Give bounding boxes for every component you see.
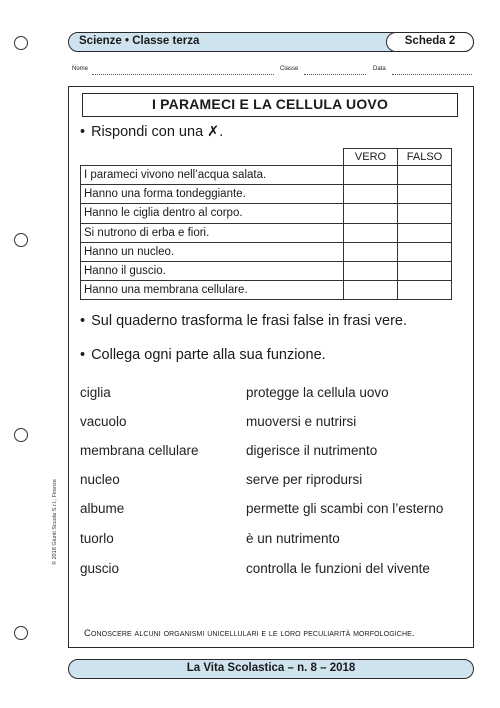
worksheet-title: I PARAMECI E LA CELLULA UOVO bbox=[82, 93, 458, 117]
vero-checkbox[interactable] bbox=[344, 223, 398, 242]
part-item[interactable]: tuorlo bbox=[80, 531, 114, 546]
part-item[interactable]: albume bbox=[80, 501, 125, 516]
function-item[interactable]: è un nutrimento bbox=[246, 531, 340, 546]
copyright-text: © 2018 Giunti Scuola S.r.l., Firenze bbox=[52, 479, 58, 565]
falso-checkbox[interactable] bbox=[398, 261, 452, 280]
statement: I parameci vivono nell’acqua salata. bbox=[81, 166, 344, 185]
function-item[interactable]: digerisce il nutrimento bbox=[246, 443, 378, 458]
part-item[interactable]: guscio bbox=[80, 561, 120, 576]
bullet-icon: • bbox=[80, 313, 86, 329]
falso-checkbox[interactable] bbox=[398, 204, 452, 223]
falso-checkbox[interactable] bbox=[398, 281, 452, 300]
vero-checkbox[interactable] bbox=[344, 204, 398, 223]
name-field[interactable] bbox=[92, 74, 274, 75]
falso-checkbox[interactable] bbox=[398, 166, 452, 185]
part-item[interactable]: ciglia bbox=[80, 385, 111, 400]
function-item[interactable]: controlla le funzioni del vivente bbox=[246, 561, 430, 576]
falso-checkbox[interactable] bbox=[398, 185, 452, 204]
name-label: Nome bbox=[72, 66, 89, 72]
function-item[interactable]: permette gli scambi con l’esterno bbox=[246, 501, 444, 516]
header-bar bbox=[68, 32, 474, 52]
vero-checkbox[interactable] bbox=[344, 281, 398, 300]
binder-hole-4 bbox=[14, 626, 28, 640]
bullet-icon: • bbox=[80, 347, 86, 363]
header-falso: FALSO bbox=[398, 149, 452, 166]
statement: Hanno il guscio. bbox=[81, 261, 344, 280]
bullet-icon: • bbox=[80, 124, 86, 140]
instruction-1-text: Rispondi con una ✗. bbox=[91, 124, 224, 140]
part-item[interactable]: vacuolo bbox=[80, 414, 127, 429]
table-row bbox=[81, 242, 452, 261]
function-item[interactable]: serve per riprodursi bbox=[246, 472, 363, 487]
class-label: Classe bbox=[280, 66, 299, 72]
date-label: Data bbox=[373, 66, 386, 72]
statement: Hanno le ciglia dentro al corpo. bbox=[81, 204, 344, 223]
class-field[interactable] bbox=[304, 74, 366, 75]
instruction-3-text: Collega ogni parte alla sua funzione. bbox=[91, 347, 326, 363]
true-false-table bbox=[80, 148, 452, 300]
instruction-2 bbox=[80, 313, 407, 329]
table-row bbox=[81, 166, 452, 185]
table-row bbox=[81, 261, 452, 280]
learning-objective: Conoscere alcuni organismi unicellulari e le loro peculiarità morfologiche. bbox=[84, 628, 415, 639]
table-row bbox=[81, 281, 452, 300]
function-item[interactable]: muoversi e nutrirsi bbox=[246, 414, 357, 429]
table-row bbox=[81, 223, 452, 242]
vero-checkbox[interactable] bbox=[344, 185, 398, 204]
statement: Hanno un nucleo. bbox=[81, 242, 344, 261]
date-field[interactable] bbox=[392, 74, 472, 75]
binder-hole-2 bbox=[14, 233, 28, 247]
part-item[interactable]: membrana cellulare bbox=[80, 443, 199, 458]
statement: Hanno una forma tondeggiante. bbox=[81, 185, 344, 204]
footer-bar: La Vita Scolastica – n. 8 – 2018 bbox=[68, 659, 474, 679]
instruction-2-text: Sul quaderno trasforma le frasi false in frasi vere. bbox=[91, 313, 407, 329]
statement: Si nutrono di erba e fiori. bbox=[81, 223, 344, 242]
instruction-3 bbox=[80, 347, 326, 363]
sheet-label: Scheda 2 bbox=[386, 32, 474, 52]
function-item[interactable]: protegge la cellula uovo bbox=[246, 385, 389, 400]
binder-hole-3 bbox=[14, 428, 28, 442]
statement: Hanno una membrana cellulare. bbox=[81, 281, 344, 300]
part-item[interactable]: nucleo bbox=[80, 472, 120, 487]
table-row bbox=[81, 185, 452, 204]
instruction-1 bbox=[80, 124, 223, 140]
header-vero: VERO bbox=[344, 149, 398, 166]
table-row bbox=[81, 204, 452, 223]
vero-checkbox[interactable] bbox=[344, 261, 398, 280]
vero-checkbox[interactable] bbox=[344, 166, 398, 185]
subject-label: Scienze • Classe terza bbox=[79, 35, 200, 47]
falso-checkbox[interactable] bbox=[398, 223, 452, 242]
falso-checkbox[interactable] bbox=[398, 242, 452, 261]
binder-hole-1 bbox=[14, 36, 28, 50]
vero-checkbox[interactable] bbox=[344, 242, 398, 261]
